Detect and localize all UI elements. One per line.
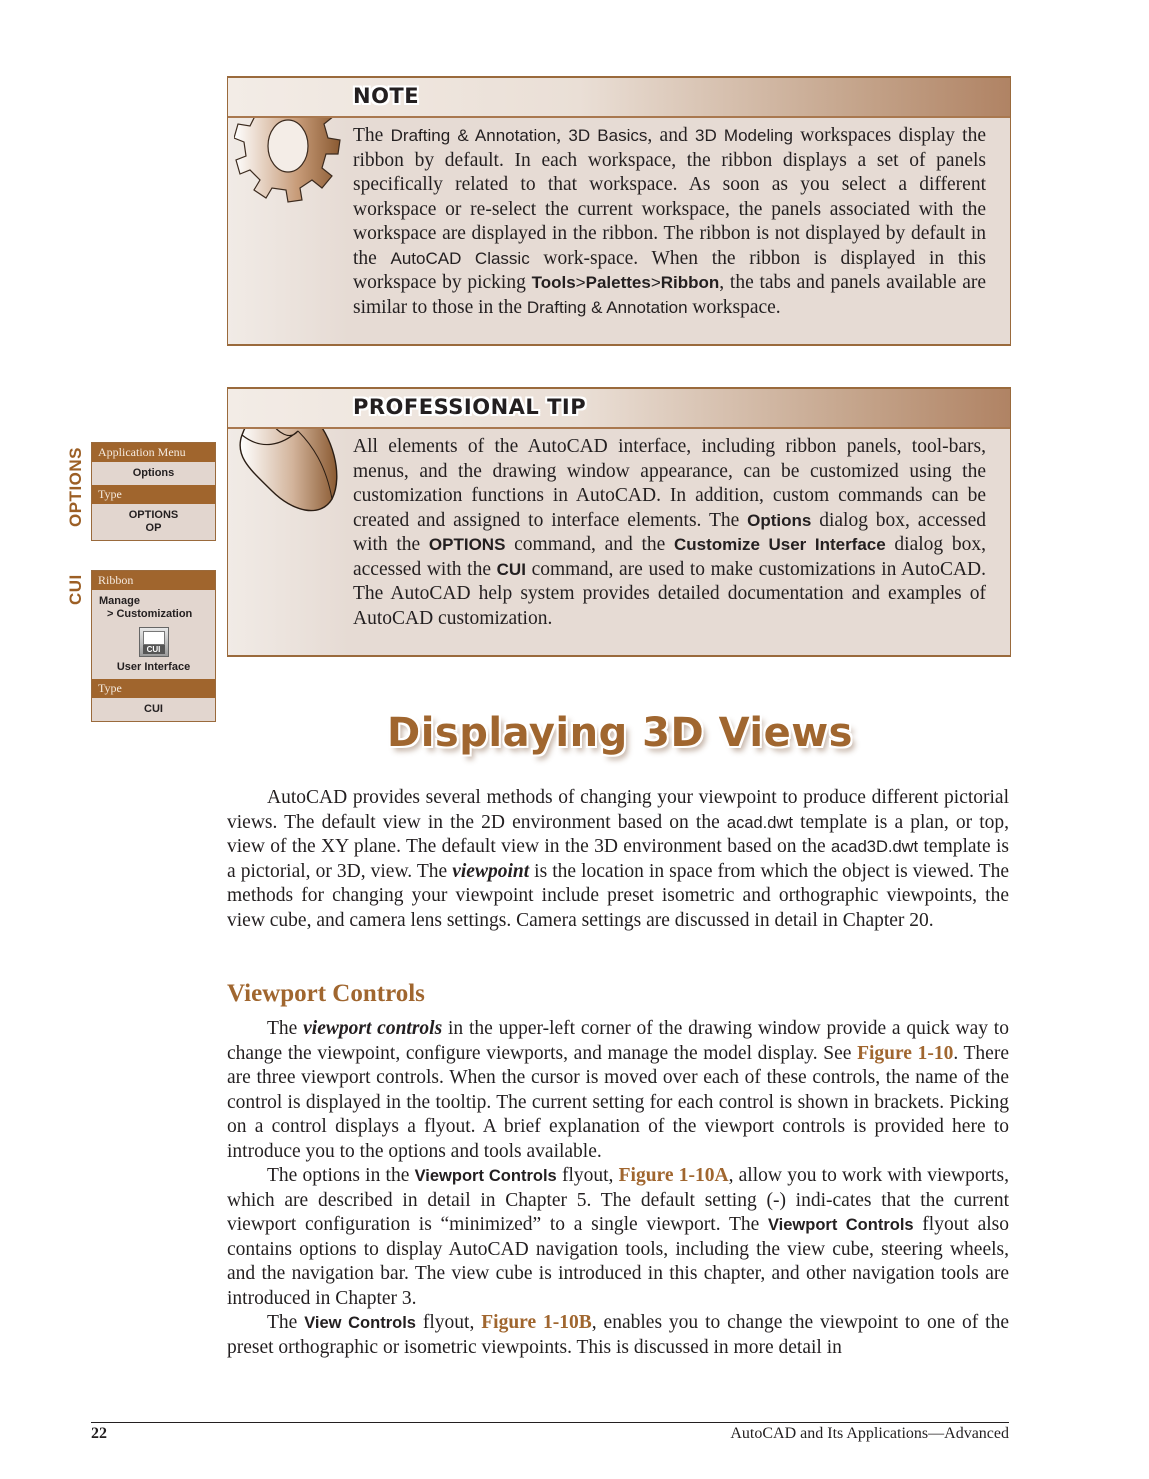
paragraph-viewport-controls: The viewport controls in the upper-left corner of the drawing window provide a quick way to change the viewpoint, configure viewports, and manage the model display. See Figure 1-10. There are three viewport controls. When the cursor is moved over each of these controls, the name of the control is displayed in the tooltip. The current setting for each control is shown in brackets. Picking on a control displays a flyout. A brief explanation of the viewport controls is provided here to introduce you to the options and tools available. bbox=[227, 1018, 1009, 1162]
note-body: The Drafting & Annotation, 3D Basics, and 3D Modeling workspaces display the ribbon by default. In each workspace, the ribbon displays a set of panels specifically related to that workspace. As soon as you select a different workspace or re-select the current workspace, the panels associated with the workspace are displayed in the ribbon. The ribbon is not displayed by default in the AutoCAD Classic work-space. When the ribbon is displayed in this workspace by picking Tools>Palettes>Ribbon, the tabs and panels available are similar to those in the Drafting & Annotation workspace. bbox=[353, 125, 986, 318]
options-bar-type: Type bbox=[92, 485, 215, 504]
cui-command-box bbox=[91, 570, 216, 722]
tip-header bbox=[228, 389, 1010, 429]
running-footer-title: AutoCAD and Its Applications—Advanced bbox=[730, 1425, 1009, 1442]
options-bar-application-menu: Application Menu bbox=[92, 443, 215, 462]
ui-term: Drafting & Annotation bbox=[390, 126, 557, 145]
figure-reference-link[interactable]: Figure 1-10 bbox=[857, 1042, 954, 1064]
options-type-command: OPTIONS bbox=[128, 509, 179, 521]
cui-ribbon-panel: > Customization bbox=[107, 608, 193, 620]
options-command-box bbox=[91, 442, 216, 541]
ui-term: 3D Modeling bbox=[695, 126, 793, 145]
options-type-values bbox=[92, 504, 215, 540]
cui-icon-label: CUI bbox=[143, 645, 165, 654]
viewport-controls-text bbox=[227, 1017, 1009, 1360]
section-title: Displaying 3D Views bbox=[387, 710, 853, 756]
cui-button-icon bbox=[139, 627, 169, 657]
ui-term: Drafting & Annotation bbox=[526, 297, 688, 317]
options-side-label: OPTIONS bbox=[66, 446, 85, 527]
cui-ribbon-path bbox=[92, 590, 215, 679]
command-name: Viewport Controls bbox=[414, 1167, 557, 1185]
figure-reference-link[interactable]: Figure 1-10A bbox=[618, 1165, 729, 1186]
cui-side-label: CUI bbox=[66, 574, 85, 605]
footer-rule bbox=[91, 1422, 1009, 1423]
command-name: Tools bbox=[531, 273, 576, 292]
note-callout bbox=[227, 76, 1011, 346]
ui-term: acad3D.dwt bbox=[831, 838, 919, 856]
command-name: CUI bbox=[496, 559, 526, 579]
tip-title: PROFESSIONAL TIP bbox=[353, 395, 587, 419]
cui-bar-ribbon: Ribbon bbox=[92, 571, 215, 590]
note-title: NOTE bbox=[353, 84, 420, 108]
ui-term: > bbox=[650, 273, 661, 292]
intro-paragraph: AutoCAD provides several methods of changing your viewpoint to produce different pictorial views. The default view in the 2D environment based on the acad.dwt template is a plan, or top, view of the XY plane. The default view in the 3D environment based on the acad3D.dwt template is a pictorial, or 3D, view. The viewpoint is the location in space from which the object is viewed. The methods for changing your viewpoint include preset isometric and orthographic viewpoints, the view cube, and camera lens settings. Camera settings are discussed in detail in Chapter 20. bbox=[227, 787, 1009, 931]
paragraph-viewport-controls-flyout: The options in the Viewport Controls flyout, Figure 1-10A, allow you to work with viewports, which are described in detail in Chapter 5. The default setting (-) indi-cates that the current viewport configuration is “minimized” to a single viewport. The Viewport Controls flyout also contains options to display AutoCAD navigation tools, including the view cube, steering wheels, and the navigation bar. The view cube is introduced in this chapter, and other navigation tools are introduced in Chapter 3. bbox=[227, 1165, 1009, 1309]
cui-bar-type: Type bbox=[92, 679, 215, 698]
ui-term: AutoCAD Classic bbox=[390, 248, 530, 268]
options-type-alias: OP bbox=[145, 522, 162, 534]
figure-reference-link[interactable]: Figure 1-10B bbox=[481, 1312, 592, 1333]
options-menu-item: Options bbox=[132, 467, 175, 479]
ui-term: 3D Basics bbox=[568, 126, 648, 145]
tip-body: All elements of the AutoCAD interface, including ribbon panels, tool-bars, menus, and the drawing window appearance, can be customized using the customization functions in AutoCAD. In addition, custom commands can be created and assigned to interface elements. The Options dialog box, accessed with the OPTIONS command, and the Customize User Interface dialog box, accessed with the CUI command, are used to make customizations in AutoCAD. The AutoCAD help system provides detailed documentation and examples of AutoCAD customization. bbox=[353, 436, 986, 629]
command-name: OPTIONS bbox=[428, 535, 506, 554]
command-name: Options bbox=[747, 510, 812, 530]
command-name: Palettes bbox=[585, 273, 651, 292]
ui-term: > bbox=[575, 273, 586, 292]
cui-ribbon-tab: Manage bbox=[99, 595, 140, 607]
command-name: Viewport Controls bbox=[767, 1216, 914, 1234]
cui-button-label: User Interface bbox=[116, 661, 191, 673]
ui-term: acad.dwt bbox=[726, 813, 793, 832]
professional-tip-callout bbox=[227, 387, 1011, 657]
command-name: Ribbon bbox=[660, 273, 720, 292]
page-number: 22 bbox=[91, 1425, 107, 1442]
key-term: viewpoint bbox=[452, 860, 530, 882]
command-name: Customize User Interface bbox=[673, 535, 886, 554]
cui-type-command: CUI bbox=[144, 703, 163, 715]
paragraph-view-controls-flyout: The View Controls flyout, Figure 1-10B, enables you to change the viewpoint to one of the preset orthographic or isometric viewpoints. This is discussed in more detail in bbox=[227, 1312, 1009, 1358]
subsection-title: Viewport Controls bbox=[227, 980, 425, 1007]
command-name: View Controls bbox=[304, 1314, 416, 1332]
note-header bbox=[228, 78, 1010, 118]
key-term: viewport controls bbox=[303, 1018, 443, 1039]
intro-text bbox=[227, 786, 1009, 933]
